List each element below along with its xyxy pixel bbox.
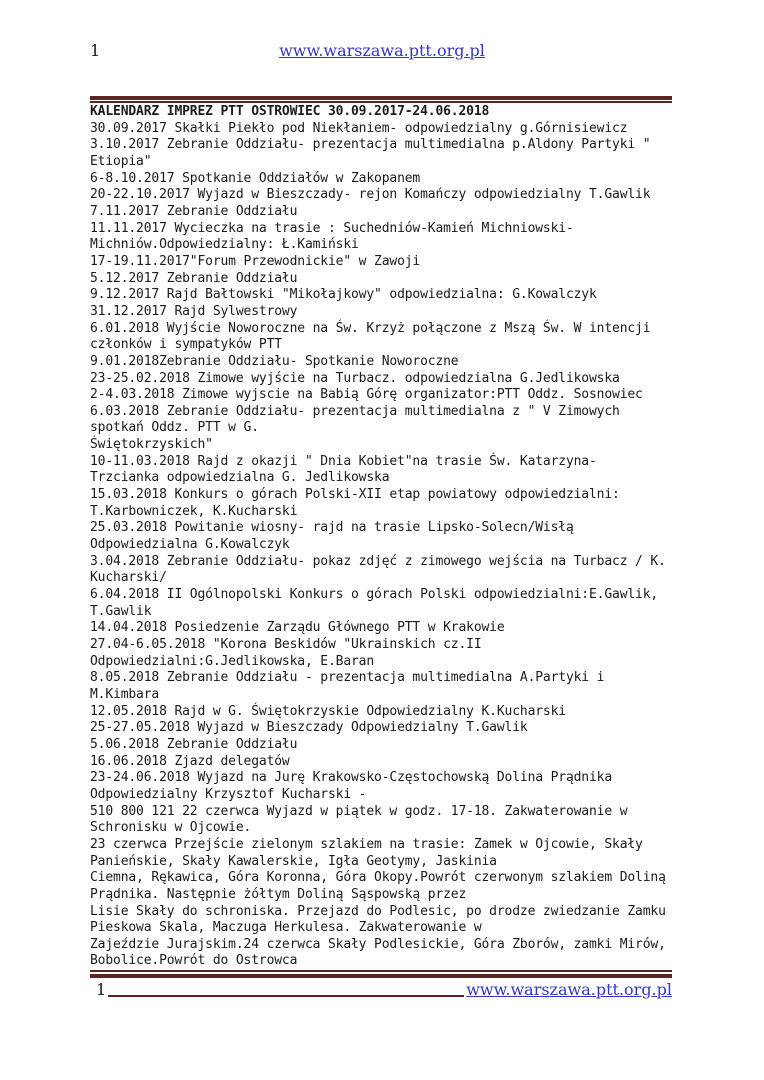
calendar-line: Prądnika. Następnie żółtym Doliną Sąspowską przez	[90, 886, 467, 902]
calendar-line: 10-11.03.2018 Rajd z okazji " Dnia Kobiet"na trasie Św. Katarzyna-	[90, 453, 597, 469]
calendar-line: Panieńskie, Skały Kawalerskie, Igła Geotymy, Jaskinia	[90, 853, 497, 869]
calendar-line: Bobolice.Powrót do Ostrowca	[90, 953, 298, 969]
calendar-line: 3.10.2017 Zebranie Oddziału- prezentacja multimedialna p.Aldony Partyki "	[90, 137, 651, 153]
calendar-line: 23-25.02.2018 Zimowe wyjście na Turbacz. odpowiedzialna G.Jedlikowska	[90, 370, 620, 386]
bottom-double-rule	[90, 970, 672, 978]
calendar-line: Pieskowa Skala, Maczuga Herkulesa. Zakwaterowanie w	[90, 920, 482, 936]
calendar-line: 8.05.2018 Zebranie Oddziału - prezentacja multimedialna A.Partyki i	[90, 670, 605, 686]
calendar-line: Świętokrzyskich"	[90, 437, 213, 453]
header-url-link[interactable]: www.warszawa.ptt.org.pl	[279, 41, 485, 60]
calendar-line: 14.04.2018 Posiedzenie Zarządu Głównego PTT w Krakowie	[90, 620, 505, 636]
calendar-line: 9.01.2018Zebranie Oddziału- Spotkanie Noworoczne	[90, 353, 459, 369]
calendar-body	[90, 104, 690, 970]
calendar-line: Lisie Skały do schroniska. Przejazd do Podlesic, po drodze zwiedzanie Zamku	[90, 903, 666, 919]
calendar-line: Trzcianka odpowiedzialna G. Jedlikowska	[90, 470, 390, 486]
calendar-line: T.Karbowniczek, K.Kucharski	[90, 503, 298, 519]
calendar-line: 3.04.2018 Zebranie Oddziału- pokaz zdjęć z zimowego wejścia na Turbacz / K.	[90, 553, 666, 569]
footer-separator-line	[108, 994, 464, 997]
calendar-line: 23 czerwca Przejście zielonym szlakiem na trasie: Zamek w Ojcowie, Skały	[90, 836, 643, 852]
calendar-line: 12.05.2018 Rajd w G. Świętokrzyskie Odpowiedzialny K.Kucharski	[90, 703, 566, 719]
calendar-line: M.Kimbara	[90, 686, 160, 702]
calendar-line: 5.12.2017 Zebranie Oddziału	[90, 270, 298, 286]
calendar-line: 2-4.03.2018 Zimowe wyjscie na Babią Górę organizator:PTT Oddz. Sosnowiec	[90, 387, 643, 403]
calendar-line: 17-19.11.2017"Forum Przewodnickie" w Zawoji	[90, 253, 421, 269]
calendar-line: 31.12.2017 Rajd Sylwestrowy	[90, 303, 298, 319]
footer-url-link[interactable]: www.warszawa.ptt.org.pl	[466, 980, 672, 999]
header-page-number: 1	[90, 41, 101, 60]
calendar-line: 16.06.2018 Zjazd delegatów	[90, 753, 290, 769]
calendar-line: 9.12.2017 Rajd Bałtowski "Mikołajkowy" odpowiedzialna: G.Kowalczyk	[90, 287, 597, 303]
calendar-line: 27.04-6.05.2018 "Korona Beskidów "Ukrainskich cz.II	[90, 637, 482, 652]
calendar-line: 25-27.05.2018 Wyjazd w Bieszczady Odpowiedzialny T.Gawlik	[90, 720, 528, 736]
calendar-line: 30.09.2017 Skałki Piekło pod Niekłaniem- odpowiedzialny g.Górnisiewicz	[90, 120, 628, 136]
calendar-line: 11.11.2017 Wycieczka na trasie : Suchedniów-Kamień Michniowski-	[90, 220, 574, 236]
document-title: KALENDARZ IMPREZ PTT OSTROWIEC 30.09.2017-24.06.2018	[90, 104, 490, 119]
calendar-line: 23-24.06.2018 Wyjazd na Jurę Krakowsko-Częstochowską Dolina Prądnika	[90, 770, 613, 786]
calendar-line: Odpowiedzialni:G.Jedlikowska, E.Baran	[90, 653, 375, 669]
footer-page-number: 1	[96, 980, 107, 999]
calendar-line: spotkań Oddz. PTT w G.	[90, 420, 259, 436]
calendar-line: Ciemna, Rękawica, Góra Koronna, Góra Okopy.Powrót czerwonym szlakiem Doliną	[90, 870, 666, 886]
calendar-line: 6.03.2018 Zebranie Oddziału- prezentacja multimedialna z " V Zimowych	[90, 403, 620, 419]
calendar-lines	[90, 121, 690, 970]
calendar-line: 15.03.2018 Konkurs o górach Polski-XII etap powiatowy odpowiedzialni:	[90, 487, 620, 503]
calendar-line: 6-8.10.2017 Spotkanie Oddziałów w Zakopanem	[90, 170, 421, 186]
calendar-line: członków i sympatyków PTT	[90, 337, 282, 353]
calendar-line: Schronisku w Ojcowie.	[90, 820, 252, 836]
calendar-line: Etiopia"	[90, 153, 152, 169]
calendar-line: Odpowiedzialna G.Kowalczyk	[90, 537, 290, 553]
calendar-line: Odpowiedzialny Krzysztof Kucharski -	[90, 786, 367, 802]
calendar-line: 510 800 121 22 czerwca Wyjazd w piątek w godz. 17-18. Zakwaterowanie w	[90, 803, 628, 819]
calendar-line: 25.03.2018 Powitanie wiosny- rajd na trasie Lipsko-Solecn/Wisłą	[90, 520, 574, 536]
calendar-line: Kucharski/	[90, 570, 167, 586]
calendar-line: Michniów.Odpowiedzialny: Ł.Kamiński	[90, 237, 359, 253]
calendar-line: Zajeździe Jurajskim.24 czerwca Skały Podlesickie, Góra Zborów, zamki Mirów,	[90, 936, 666, 952]
calendar-line: 7.11.2017 Zebranie Oddziału	[90, 203, 298, 219]
footer	[90, 980, 672, 999]
calendar-line: T.Gawlik	[90, 603, 152, 619]
header	[0, 42, 764, 60]
calendar-line: 6.01.2018 Wyjście Noworoczne na Św. Krzyż połączone z Mszą Św. W intencji	[90, 320, 651, 336]
calendar-line: 5.06.2018 Zebranie Oddziału	[90, 736, 298, 752]
top-double-rule	[90, 96, 672, 103]
calendar-line: 6.04.2018 II Ogólnopolski Konkurs o górach Polski odpowiedzialni:E.Gawlik,	[90, 587, 659, 603]
calendar-line: 20-22.10.2017 Wyjazd w Bieszczady- rejon Komańczy odpowiedzialny T.Gawlik	[90, 187, 651, 203]
